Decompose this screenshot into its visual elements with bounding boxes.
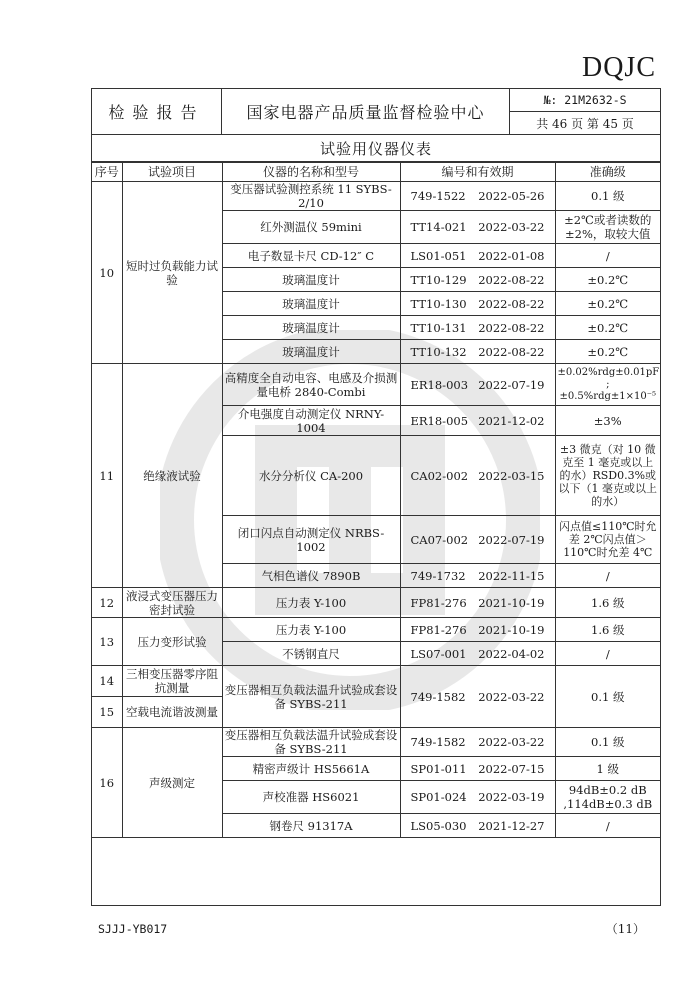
- report-meta: [510, 89, 660, 134]
- instrument-name: 玻璃温度计: [222, 292, 400, 316]
- instrument-code: CA07-002: [410, 532, 469, 547]
- instrument-code: 749-1522: [410, 189, 466, 203]
- accuracy: /: [555, 564, 660, 588]
- instrument-name: 变压器试验测控系统 11 SYBS-2/10: [222, 182, 400, 211]
- instrument-name: 变压器相互负载法温升试验成套设备 SYBS-211: [222, 666, 400, 728]
- instrument-name: 玻璃温度计: [222, 340, 400, 364]
- code-date: [400, 728, 555, 757]
- instrument-code: TT10-130: [410, 296, 467, 311]
- table-header-row: [92, 163, 660, 182]
- valid-date: 2022-07-15: [478, 761, 545, 776]
- code-date: [400, 564, 555, 588]
- row-number: 13: [92, 618, 122, 666]
- instrument-table: [92, 162, 660, 838]
- instrument-code: LS07-001: [410, 646, 467, 661]
- code-date: [400, 618, 555, 642]
- instrument-code: LS05-030: [410, 818, 467, 833]
- instrument-name: 气相色谱仪 7890B: [222, 564, 400, 588]
- test-item: 声级测定: [122, 728, 222, 838]
- valid-date: 2022-08-22: [478, 296, 545, 311]
- accuracy: 0.1 级: [555, 182, 660, 211]
- report-label: 检验报告: [92, 89, 222, 134]
- code-date: [400, 666, 555, 728]
- section-title: 试验用仪器仪表: [92, 135, 660, 162]
- test-item: 压力变形试验: [122, 618, 222, 666]
- code-date: [400, 516, 555, 564]
- accuracy: ±0.2℃: [555, 268, 660, 292]
- valid-date: 2022-08-22: [478, 320, 545, 335]
- instrument-name: 精密声级计 HS5661A: [222, 757, 400, 781]
- accuracy: 0.1 级: [555, 728, 660, 757]
- test-item: 空载电流谐波测量: [122, 697, 222, 728]
- table-row: [92, 588, 660, 618]
- row-number: 14: [92, 666, 122, 697]
- instrument-name: 压力表 Y-100: [222, 618, 400, 642]
- test-item: 三相变压器零序阻抗测量: [122, 666, 222, 697]
- report-frame: [91, 88, 661, 906]
- accuracy: ±0.2℃: [555, 316, 660, 340]
- instrument-name: 电子数显卡尺 CD-12″ C: [222, 244, 400, 268]
- instrument-name: 压力表 Y-100: [222, 588, 400, 618]
- valid-date: 2022-08-22: [478, 344, 545, 359]
- organization-name: 国家电器产品质量监督检验中心: [222, 89, 510, 134]
- col-header-no: 序号: [92, 163, 122, 182]
- valid-date: 2021-10-19: [478, 595, 545, 610]
- valid-date: 2022-03-22: [478, 689, 545, 704]
- instrument-code: TT14-021: [410, 220, 467, 234]
- instrument-code: SP01-024: [410, 790, 467, 804]
- accuracy: ±0.02%rdg±0.01pF ; ±0.5%rdg±1×10⁻⁵: [555, 364, 660, 406]
- col-header-code-date: 编号和有效期: [400, 163, 555, 182]
- accuracy: 闪点值≤110℃时允差 2℃闪点值＞110℃时允差 4℃: [555, 516, 660, 564]
- report-header: [92, 89, 660, 135]
- table-row: [92, 182, 660, 211]
- accuracy: 1.6 级: [555, 618, 660, 642]
- code-date: [400, 642, 555, 666]
- table-row: [92, 728, 660, 757]
- valid-date: 2022-03-22: [478, 220, 545, 234]
- accuracy: 0.1 级: [555, 666, 660, 728]
- accuracy: ±0.2℃: [555, 292, 660, 316]
- instrument-code: ER18-003: [410, 377, 469, 392]
- valid-date: 2022-03-19: [478, 790, 545, 804]
- code-date: [400, 781, 555, 814]
- instrument-code: 749-1582: [410, 735, 466, 749]
- report-number: №: 21M2632-S: [510, 89, 660, 112]
- col-header-item: 试验项目: [122, 163, 222, 182]
- code-date: [400, 340, 555, 364]
- instrument-code: LS01-051: [410, 248, 467, 263]
- accuracy: ±2℃或者读数的±2%，取较大值: [555, 211, 660, 244]
- code-date: [400, 364, 555, 406]
- instrument-code: FP81-276: [410, 622, 467, 637]
- accuracy: /: [555, 244, 660, 268]
- row-number: 16: [92, 728, 122, 838]
- code-date: [400, 244, 555, 268]
- instrument-code: ER18-005: [410, 413, 469, 428]
- col-header-accuracy: 准确级: [555, 163, 660, 182]
- code-date: [400, 757, 555, 781]
- valid-date: 2022-04-02: [478, 646, 545, 661]
- row-number: 10: [92, 182, 122, 364]
- accuracy: 94dB±0.2 dB ,114dB±0.3 dB: [555, 781, 660, 814]
- valid-date: 2022-03-22: [478, 735, 545, 749]
- valid-date: 2022-11-15: [478, 568, 545, 583]
- valid-date: 2021-12-27: [478, 818, 545, 833]
- valid-date: 2022-01-08: [478, 248, 545, 263]
- instrument-name: 高精度全自动电容、电感及介损测量电桥 2840-Combi: [222, 364, 400, 406]
- instrument-name: 介电强度自动测定仪 NRNY-1004: [222, 406, 400, 436]
- row-number: 11: [92, 364, 122, 588]
- accuracy: ±3%: [555, 406, 660, 436]
- code-date: [400, 406, 555, 436]
- instrument-code: TT10-129: [410, 272, 467, 287]
- instrument-name: 变压器相互负载法温升试验成套设备 SYBS-211: [222, 728, 400, 757]
- valid-date: 2021-12-02: [478, 413, 545, 428]
- code-date: [400, 436, 555, 516]
- code-date: [400, 182, 555, 211]
- test-item: 绝缘液试验: [122, 364, 222, 588]
- accuracy: 1 级: [555, 757, 660, 781]
- accuracy: 1.6 级: [555, 588, 660, 618]
- code-date: [400, 292, 555, 316]
- valid-date: 2022-03-15: [478, 468, 545, 483]
- instrument-name: 红外测温仪 59mini: [222, 211, 400, 244]
- accuracy: ±0.2℃: [555, 340, 660, 364]
- valid-date: 2022-07-19: [478, 532, 545, 547]
- code-date: [400, 814, 555, 838]
- instrument-name: 玻璃温度计: [222, 268, 400, 292]
- instrument-code: TT10-131: [410, 320, 467, 335]
- instrument-name: 玻璃温度计: [222, 316, 400, 340]
- code-date: [400, 316, 555, 340]
- row-number: 15: [92, 697, 122, 728]
- document-code-mark: DQJC: [581, 52, 656, 83]
- instrument-name: 不锈钢直尺: [222, 642, 400, 666]
- col-header-instrument: 仪器的名称和型号: [222, 163, 400, 182]
- accuracy: /: [555, 814, 660, 838]
- instrument-code: 749-1582: [410, 689, 466, 704]
- table-row: [92, 364, 660, 406]
- page-info: 共 46 页 第 45 页: [536, 116, 634, 131]
- document-code: SJJJ-YB017: [98, 922, 168, 936]
- test-item: 液浸式变压器压力密封试验: [122, 588, 222, 618]
- instrument-code: FP81-276: [410, 595, 467, 610]
- instrument-code: CA02-002: [410, 468, 469, 483]
- row-number: 12: [92, 588, 122, 618]
- table-row: [92, 666, 660, 697]
- page-number: （11）: [605, 922, 645, 936]
- code-date: [400, 588, 555, 618]
- instrument-code: SP01-011: [410, 761, 467, 776]
- instrument-name: 闭口闪点自动测定仪 NRBS-1002: [222, 516, 400, 564]
- valid-date: 2022-07-19: [478, 377, 545, 392]
- instrument-code: 749-1732: [410, 568, 466, 583]
- instrument-name: 声校准器 HS6021: [222, 781, 400, 814]
- code-date: [400, 211, 555, 244]
- valid-date: 2022-08-22: [478, 272, 545, 287]
- accuracy: /: [555, 642, 660, 666]
- instrument-name: 水分分析仪 CA-200: [222, 436, 400, 516]
- valid-date: 2021-10-19: [478, 622, 545, 637]
- instrument-code: TT10-132: [410, 344, 467, 359]
- table-row: [92, 618, 660, 642]
- test-item: 短时过负载能力试验: [122, 182, 222, 364]
- code-date: [400, 268, 555, 292]
- instrument-name: 钢卷尺 91317A: [222, 814, 400, 838]
- accuracy: ±3 微克（对 10 微克至 1 毫克或以上的水）RSD0.3%或以下（1 毫克或以上的水）: [555, 436, 660, 516]
- valid-date: 2022-05-26: [478, 189, 545, 203]
